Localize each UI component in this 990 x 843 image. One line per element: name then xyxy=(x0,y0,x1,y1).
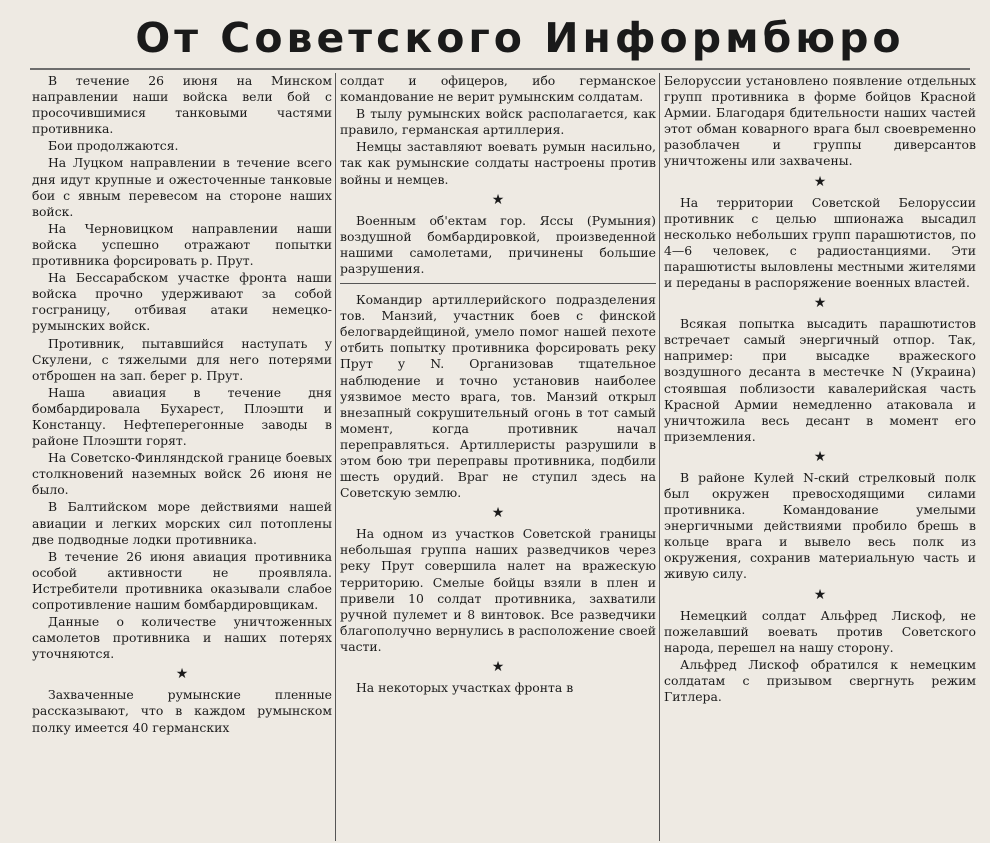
star-separator-icon: ★ xyxy=(491,191,505,208)
column-divider-1 xyxy=(335,73,336,841)
star-separator-icon: ★ xyxy=(175,666,189,683)
column-3 xyxy=(664,73,976,841)
masthead xyxy=(0,8,990,68)
star-separator-icon: ★ xyxy=(813,448,827,465)
star-separator-icon: ★ xyxy=(813,295,827,312)
article-paragraph: В тылу румынских войск располагается, как правило, германская артиллерия. xyxy=(340,106,656,138)
column-2 xyxy=(340,73,656,841)
article-paragraph: Командир артиллерийского подразделения тов. Манзий, участник боев с финской белогвардейщиной, умело помог нашей пехоте отбить попытку противника форсировать реку Прут у N. Организовав тщательное наблюдение и точно установив наиболее уязвимое место врага, тов. Манзий открыл внезапный сокрушительный огонь в тот самый момент, когда противник начал переправляться. Артиллеристы разрушили в этом бою три переправы противника, подбили шесть орудий. Враг не ступил здесь на Советскую землю. xyxy=(340,292,656,501)
star-separator-icon: ★ xyxy=(813,586,827,603)
article-paragraph: На Луцком направлении в течение всего дня идут крупные и ожесточенные танковые бои с явным перевесом на стороне наших войск. xyxy=(32,155,332,219)
article-paragraph: Альфред Лискоф обратился к немецким солдатам с призывом свергнуть режим Гитлера. xyxy=(664,656,976,704)
article-paragraph: На некоторых участках фронта в xyxy=(356,680,574,695)
article-paragraph: На Черновицком направлении наши войска успешно отражают попытки противника форсировать р. Прут. xyxy=(32,220,332,269)
article-paragraph: Наша авиация в течение дня бомбардировала Бухарест, Плоэшти и Констанцу. Нефтеперегонные заводы в районе Плоэшти горят. xyxy=(32,384,332,449)
article-paragraph: Противник, пытавшийся наступать у Скулени, с тяжелыми для него потерями отброшен на зап. берег р. Прут. xyxy=(32,335,332,383)
title-rule xyxy=(30,68,970,70)
article-paragraph: На одном из участков Советской границы небольшая группа наших разведчиков через реку Прут совершила налет на вражескую территорию. Смелые бойцы взяли в плен и привели 10 солдат противника, захватили ручной пулемет и 8 винтовок. Все разведчики благополучно вернулись в расположение своей части. xyxy=(340,526,656,654)
article-paragraph: В течение 26 июня авиация противника особой активности не проявляла. Истребители противника оказывали слабое сопротивление нашим бомбардировщикам. xyxy=(32,548,332,612)
article-paragraph: Данные о количестве уничтоженных самолетов противника и наших потерях уточняются. xyxy=(32,614,332,662)
article-paragraph: На территории Советской Белоруссии противник с целью шпионажа высадил несколько небольших групп парашютистов, по 4—6 человек, с радиостанциями. Эти парашютисты выловлены местными жителями и переданы в распоряжение военных властей. xyxy=(664,194,976,291)
article-paragraph: Бои продолжаются. xyxy=(48,138,179,154)
star-separator-icon: ★ xyxy=(491,505,505,522)
article-paragraph: В районе Кулей N-ский стрелковый полк был окружен превосходящими силами противника. Командование умелыми энергичными действиями пробило брешь в кольце врага и вывело весь полк из окружения, сохранив материальную часть и живую силу. xyxy=(664,469,976,582)
star-separator-icon: ★ xyxy=(491,659,505,675)
article-paragraph: На Советско-Финляндской границе боевых столкновений наземных войск 26 июня не было. xyxy=(32,450,332,498)
continued-paragraph: Белоруссии установлено появление отдельных групп противника в форме бойцов Красной Армии. Благодаря бдительности наших частей этот обман коварного врага был своевременно разоблачен и группы диверсантов уничтожены или захвачены. xyxy=(664,73,976,169)
article-paragraph: Немцы заставляют воевать румын насильно, так как румынские солдаты настроены против войны и немцев. xyxy=(340,139,656,187)
article-paragraph: В течение 26 июня на Минском направлении наши войска вели бой с просочившимися танковыми частями противника. xyxy=(32,73,332,137)
article-paragraph: Всякая попытка высадить парашютистов встречает самый энергичный отпор. Так, например: при высадке вражеского воздушного десанта в местечке N (Украина) стоявшая поблизости кавалерийская часть Красной Армии немедленно атаковала и уничтожила весь десант в момент его приземления. xyxy=(664,316,976,444)
article-paragraph: В Балтийском море действиями нашей авиации и легких морских сил потоплены две подводные лодки противника. xyxy=(32,499,332,547)
column-divider-2 xyxy=(659,73,660,841)
article-paragraph: Захваченные румынские пленные рассказывают, что в каждом румынском полку имеется 40 германских xyxy=(32,687,332,735)
page-title: От Советского Информбюро xyxy=(135,14,905,62)
continued-paragraph: солдат и офицеров, ибо германское командование не верит румынским солдатам. xyxy=(340,73,656,105)
article-paragraph: Военным об'ектам гор. Яссы (Румыния) воздушной бомбардировкой, произведенной нашими самолетами, причинены большие разрушения. xyxy=(340,212,656,276)
column-1 xyxy=(32,73,332,841)
article-paragraph: Немецкий солдат Альфред Лискоф, не пожелавший воевать против Советского народа, перешел на нашу сторону. xyxy=(664,607,976,655)
section-divider xyxy=(340,283,656,284)
article-paragraph: На Бессарабском участке фронта наши войска прочно удерживают за собой госграницу, отбивая атаки немецко-румынских войск. xyxy=(32,270,332,334)
star-separator-icon: ★ xyxy=(813,173,827,190)
